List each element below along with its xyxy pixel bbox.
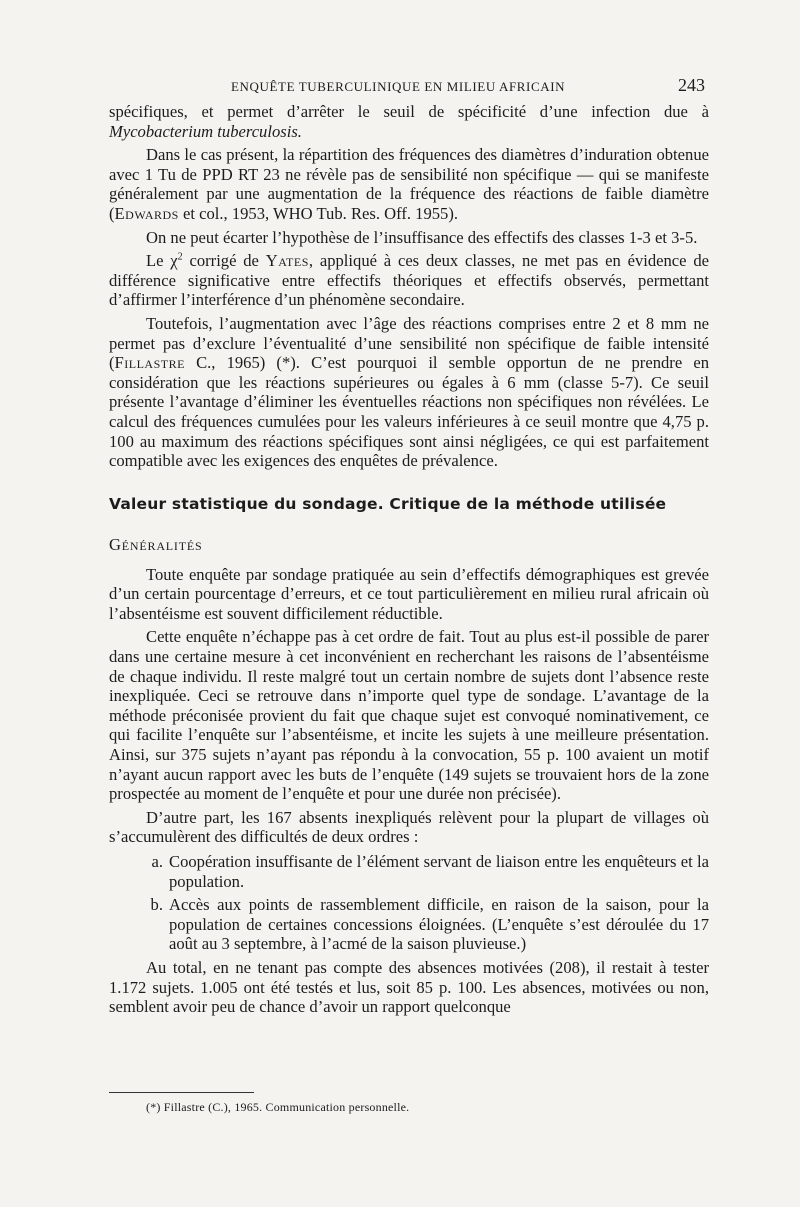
reasons-list: [109, 852, 709, 954]
running-head: [109, 76, 709, 100]
list-label: b.: [150, 895, 163, 915]
list-text: Coopération insuffisante de l’élément servant de liaison entre les enquêteurs et la population.: [169, 852, 709, 891]
subheading: Généralités: [109, 534, 203, 554]
paragraph-8: D’autre part, les 167 absents inexpliqués relèvent pour la plupart de villages où s’accumulèrent des difficultés de deux ordres :: [109, 807, 709, 847]
paragraph-9: Au total, en ne tenant pas compte des absences motivées (208), il restait à tester 1.172 sujets. 1.005 ont été testés et lus, soit 85 p. 100. Les absences, motivées ou non, semblent avoir peu de chance d’avoir un rapport quelconque: [109, 957, 709, 1017]
running-title: ENQUÊTE TUBERCULINIQUE EN MILIEU AFRICAIN: [231, 79, 566, 94]
paragraph-7: Cette enquête n’échappe pas à cet ordre de fait. Tout au plus est-il possible de parer dans une certaine mesure à cet inconvénient en recherchant les raisons de l’absentéisme de chaque individu. Il reste malgré tout un certain nombre de sujets dont l’absence reste inexpliquée. Ceci se retrouve dans n’importe quel type de sondage. L’avantage de la méthode préconisée provient du fait que chaque sujet est convoqué nominativement, ce qui facilite l’enquête sur l’absentéisme, et incite les sujets à une meilleure présentation. Ainsi, sur 375 sujets n’ayant pas répondu à la convocation, 55 p. 100 avaient un motif n’ayant aucun rapport avec les buts de l’enquête (149 sujets se trouvaient hors de la zone prospectée au moment de l’enquête et pour une durée non précisée).: [109, 627, 709, 804]
list-text: Accès aux points de rassemblement difficile, en raison de la saison, pour la population de certaines concessions éloignées. (L’enquête s’est déroulée du 17 août au 3 septembre, à l’acmé de la saison pluvieuse.): [169, 895, 709, 954]
author-edwards: Edwards: [114, 203, 179, 223]
list-item: [109, 852, 709, 891]
page-body: [109, 75, 710, 1114]
footnote-rule: [109, 1092, 254, 1093]
list-item: [109, 895, 709, 954]
paragraph-5: Toutefois, l’augmentation avec l’âge des réactions comprises entre 2 et 8 mm ne permet pas d’exclure l’éventualité d’une sensibilité non spécifique de faible intensité (Fillastre C., 1965) (*). C’est pourquoi il semble opportun de ne prendre en considération que les réactions supérieures ou égales à 6 mm (classe 5-7). Ce seuil présente l’avantage d’éliminer les éventuelles réactions non spécifiques non révélées. Le calcul des fréquences cumulées pour les valeurs inférieures à ce seuil montre que 4,75 p. 100 au maximum des réactions spécifiques sont ainsi négligées, ce qui est parfaitement compatible avec les exigences des enquêtes de prévalence.: [109, 313, 709, 471]
section-heading: Valeur statistique du sondage. Critique de la méthode utilisée: [109, 494, 667, 513]
footnote: (*) Fillastre (C.), 1965. Communication personnelle.: [146, 1100, 410, 1114]
species-name: Mycobacterium tuberculosis.: [109, 121, 302, 141]
paragraph-3: On ne peut écarter l’hypothèse de l’insuffisance des effectifs des classes 1-3 et 3-5.: [146, 227, 698, 247]
author-yates: Yates: [265, 251, 309, 271]
author-fillastre: Fillastre: [114, 353, 185, 373]
page-number: 243: [678, 75, 705, 95]
list-label: a.: [151, 852, 163, 871]
paragraph-1: spécifiques, et permet d’arrêter le seuil de spécificité d’une infection due à Mycobacterium tuberculosis.: [109, 102, 709, 141]
paragraph-6: Toute enquête par sondage pratiquée au sein d’effectifs démographiques est grevée d’un certain pourcentage d’erreurs, et ce tout particulièrement en milieu rural africain où l’absentéisme est souvent difficilement réductible.: [109, 564, 709, 623]
paragraph-2: Dans le cas présent, la répartition des fréquences des diamètres d’induration obtenue avec 1 Tu de PPD RT 23 ne révèle pas de sensibilité non spécifique — qui se manifeste généralement par une augmentation de la fréquence des réactions de faible diamètre (Edwards et col., 1953, WHO Tub. Res. Off. 1955).: [109, 145, 709, 223]
paragraph-4: Le $\chi^2$ corrigé de Yates, appliqué à ces deux classes, ne met pas en évidence de différence significative entre effectifs théoriques et effectifs observés, permettant d’affirmer l’interférence d’un phénomène secondaire.: [109, 251, 710, 310]
